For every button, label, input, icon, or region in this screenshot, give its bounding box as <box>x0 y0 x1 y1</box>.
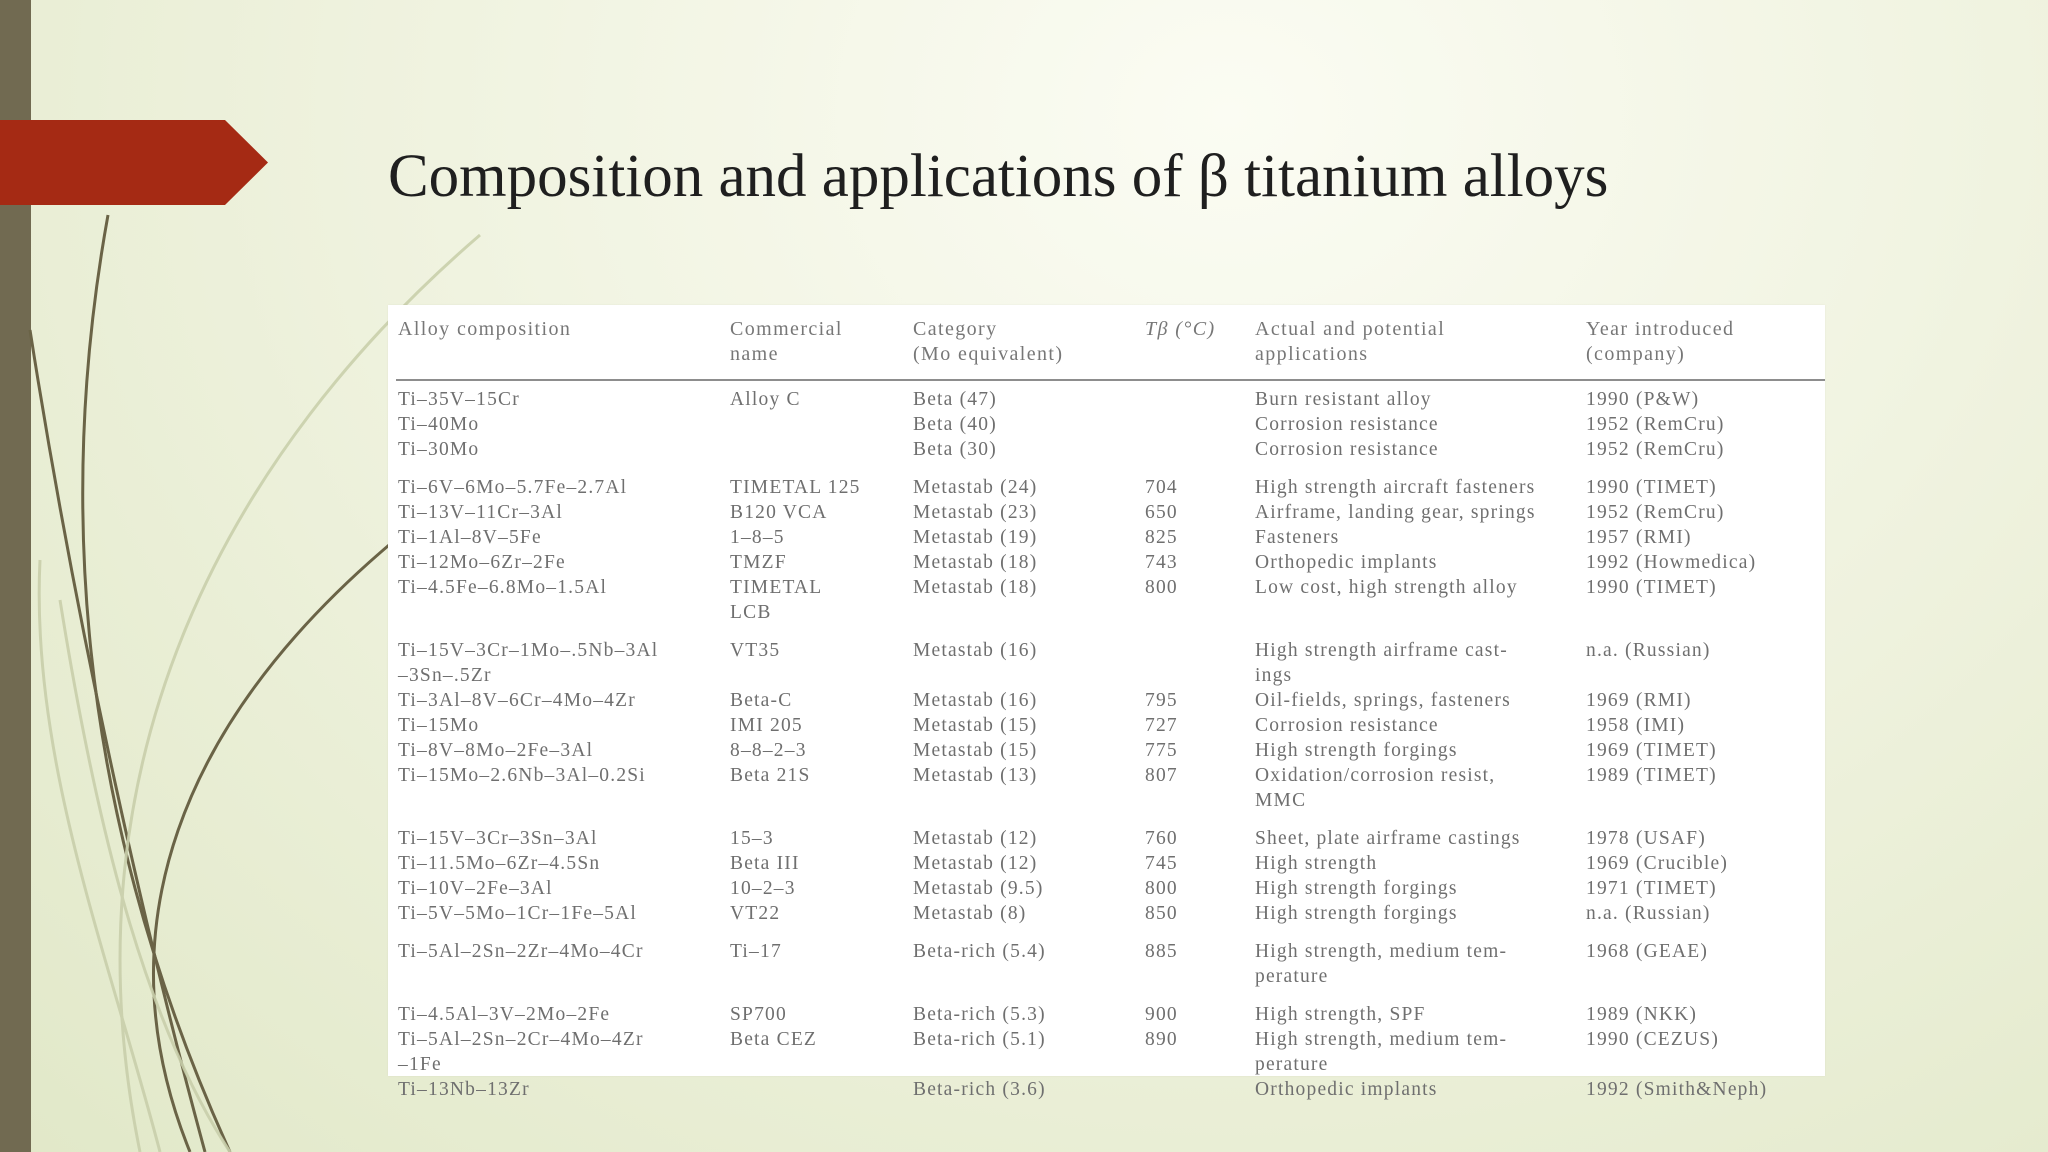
alloy-table <box>388 305 1825 1100</box>
applications-cell: Sheet, plate airframe castings <box>1255 828 1521 849</box>
applications-cell: Orthopedic implants <box>1255 1079 1438 1100</box>
applications-cell: Burn resistant alloy <box>1255 389 1432 410</box>
table-row <box>388 525 1825 550</box>
alloy-composition-cell: Ti–40Mo <box>398 414 480 435</box>
year-introduced-cell: 1952 (RemCru) <box>1586 502 1725 523</box>
applications-cell: High strength, SPF <box>1255 1004 1426 1025</box>
year-introduced-cell: 1989 (TIMET) <box>1586 765 1717 786</box>
year-introduced-cell: 1990 (TIMET) <box>1586 577 1717 598</box>
year-introduced-cell: 1971 (TIMET) <box>1586 878 1717 899</box>
applications-cell: High strength, medium tem- perature <box>1255 941 1508 987</box>
applications-cell: High strength forgings <box>1255 740 1458 761</box>
header-rule <box>396 379 1825 381</box>
alloy-composition-cell: Ti–4.5Al–3V–2Mo–2Fe <box>398 1004 611 1025</box>
applications-cell: Fasteners <box>1255 527 1340 548</box>
table-row <box>388 387 1825 412</box>
table-row <box>388 763 1825 813</box>
alloy-composition-cell: Ti–15V–3Cr–1Mo–.5Nb–3Al –3Sn–.5Zr <box>398 640 659 686</box>
applications-cell: High strength <box>1255 853 1378 874</box>
commercial-name-cell: VT22 <box>730 903 781 924</box>
commercial-name-cell: 10–2–3 <box>730 878 796 899</box>
applications-cell: High strength aircraft fasteners <box>1255 477 1536 498</box>
applications-cell: Corrosion resistance <box>1255 439 1439 460</box>
alloy-composition-cell: Ti–13Nb–13Zr <box>398 1079 530 1100</box>
beta-transus-cell: 704 <box>1145 477 1178 498</box>
applications-cell: High strength forgings <box>1255 878 1458 899</box>
category-cell: Beta (47) <box>913 389 997 410</box>
commercial-name-cell: VT35 <box>730 640 781 661</box>
commercial-name-cell: Alloy C <box>730 389 801 410</box>
commercial-name-cell: SP700 <box>730 1004 787 1025</box>
commercial-name-cell: 15–3 <box>730 828 774 849</box>
year-introduced-cell: 1990 (CEZUS) <box>1586 1029 1720 1050</box>
alloy-composition-cell: Ti–13V–11Cr–3Al <box>398 502 564 523</box>
beta-transus-cell: 850 <box>1145 903 1178 924</box>
commercial-name-cell: Beta III <box>730 853 800 874</box>
beta-transus-cell: 795 <box>1145 690 1178 711</box>
category-cell: Beta (40) <box>913 414 997 435</box>
year-introduced-cell: 1969 (RMI) <box>1586 690 1692 711</box>
beta-transus-cell: 760 <box>1145 828 1178 849</box>
applications-cell: Oil-fields, springs, fasteners <box>1255 690 1511 711</box>
table-row <box>388 826 1825 851</box>
category-cell: Beta (30) <box>913 439 997 460</box>
table-row <box>388 1027 1825 1077</box>
alloy-composition-cell: Ti–5Al–2Sn–2Zr–4Mo–4Cr <box>398 941 644 962</box>
year-introduced-cell: n.a. (Russian) <box>1586 640 1711 661</box>
alloy-composition-cell: Ti–35V–15Cr <box>398 389 520 410</box>
applications-cell: Orthopedic implants <box>1255 552 1438 573</box>
beta-transus-cell: 825 <box>1145 527 1178 548</box>
alloy-composition-cell: Ti–6V–6Mo–5.7Fe–2.7Al <box>398 477 628 498</box>
category-cell: Metastab (23) <box>913 502 1038 523</box>
applications-cell: Low cost, high strength alloy <box>1255 577 1518 598</box>
commercial-name-cell: IMI 205 <box>730 715 803 736</box>
beta-transus-cell: 900 <box>1145 1004 1178 1025</box>
category-cell: Metastab (8) <box>913 903 1027 924</box>
year-introduced-cell: 1990 (P&W) <box>1586 389 1700 410</box>
beta-transus-cell: 800 <box>1145 878 1178 899</box>
applications-cell: Corrosion resistance <box>1255 715 1439 736</box>
commercial-name-cell: TIMETAL 125 <box>730 477 861 498</box>
year-introduced-cell: 1992 (Smith&Neph) <box>1586 1079 1768 1100</box>
year-introduced-cell: 1989 (NKK) <box>1586 1004 1698 1025</box>
table-row <box>388 713 1825 738</box>
year-introduced-cell: 1969 (Crucible) <box>1586 853 1729 874</box>
year-introduced-cell: 1958 (IMI) <box>1586 715 1686 736</box>
alloy-composition-cell: Ti–3Al–8V–6Cr–4Mo–4Zr <box>398 690 636 711</box>
category-cell: Beta-rich (5.4) <box>913 941 1046 962</box>
table-row <box>388 876 1825 901</box>
commercial-name-cell: 8–8–2–3 <box>730 740 807 761</box>
category-cell: Metastab (16) <box>913 690 1038 711</box>
commercial-name-cell: Beta-C <box>730 690 793 711</box>
commercial-name-cell: TMZF <box>730 552 787 573</box>
applications-cell: Oxidation/corrosion resist, MMC <box>1255 765 1496 811</box>
commercial-name-cell: Ti–17 <box>730 941 782 962</box>
slide-title: Composition and applications of β titanium alloys <box>388 143 1609 210</box>
category-cell: Metastab (9.5) <box>913 878 1044 899</box>
table-row <box>388 437 1825 462</box>
table-row <box>388 901 1825 926</box>
alloy-composition-cell: Ti–10V–2Fe–3Al <box>398 878 553 899</box>
alloy-composition-cell: Ti–15Mo–2.6Nb–3Al–0.2Si <box>398 765 646 786</box>
year-introduced-cell: 1969 (TIMET) <box>1586 740 1717 761</box>
year-introduced-cell: 1978 (USAF) <box>1586 828 1706 849</box>
beta-transus-cell: 885 <box>1145 941 1178 962</box>
table-body <box>388 387 1825 1102</box>
category-cell: Beta-rich (3.6) <box>913 1079 1046 1100</box>
category-cell: Metastab (13) <box>913 765 1038 786</box>
beta-transus-cell: 727 <box>1145 715 1178 736</box>
table-row <box>388 738 1825 763</box>
year-introduced-cell: 1952 (RemCru) <box>1586 439 1725 460</box>
table-row <box>388 939 1825 989</box>
category-cell: Metastab (15) <box>913 740 1038 761</box>
table-row <box>388 1002 1825 1027</box>
header-category: Category (Mo equivalent) <box>913 318 1064 365</box>
beta-transus-cell: 650 <box>1145 502 1178 523</box>
table-row <box>388 475 1825 500</box>
alloy-composition-cell: Ti–11.5Mo–6Zr–4.5Sn <box>398 853 601 874</box>
applications-cell: High strength, medium tem- perature <box>1255 1029 1508 1075</box>
beta-transus-cell: 743 <box>1145 552 1178 573</box>
beta-transus-cell: 890 <box>1145 1029 1178 1050</box>
commercial-name-cell: B120 VCA <box>730 502 828 523</box>
category-cell: Beta-rich (5.1) <box>913 1029 1046 1050</box>
table-row <box>388 638 1825 688</box>
table-row <box>388 1077 1825 1102</box>
category-cell: Metastab (16) <box>913 640 1038 661</box>
commercial-name-cell: Beta 21S <box>730 765 811 786</box>
table-row <box>388 575 1825 625</box>
category-cell: Metastab (19) <box>913 527 1038 548</box>
alloy-composition-cell: Ti–8V–8Mo–2Fe–3Al <box>398 740 594 761</box>
table-row <box>388 412 1825 437</box>
commercial-name-cell: TIMETAL LCB <box>730 577 823 623</box>
year-introduced-cell: 1968 (GEAE) <box>1586 941 1709 962</box>
table-row <box>388 550 1825 575</box>
table-row <box>388 851 1825 876</box>
beta-transus-cell: 745 <box>1145 853 1178 874</box>
applications-cell: Corrosion resistance <box>1255 414 1439 435</box>
category-cell: Metastab (24) <box>913 477 1038 498</box>
table-row <box>388 500 1825 525</box>
alloy-composition-cell: Ti–1Al–8V–5Fe <box>398 527 542 548</box>
beta-transus-cell: 775 <box>1145 740 1178 761</box>
alloy-composition-cell: Ti–30Mo <box>398 439 480 460</box>
table-row <box>388 688 1825 713</box>
applications-cell: High strength forgings <box>1255 903 1458 924</box>
alloy-composition-cell: Ti–5Al–2Sn–2Cr–4Mo–4Zr –1Fe <box>398 1029 644 1075</box>
year-introduced-cell: 1952 (RemCru) <box>1586 414 1725 435</box>
slide-accent-arrow <box>0 120 268 205</box>
alloy-composition-cell: Ti–12Mo–6Zr–2Fe <box>398 552 566 573</box>
category-cell: Metastab (15) <box>913 715 1038 736</box>
commercial-name-cell: Beta CEZ <box>730 1029 818 1050</box>
category-cell: Metastab (12) <box>913 828 1038 849</box>
header-applications: Actual and potential applications <box>1255 318 1446 365</box>
year-introduced-cell: n.a. (Russian) <box>1586 903 1711 924</box>
header-commercial-name: Commercial name <box>730 318 843 365</box>
year-introduced-cell: 1990 (TIMET) <box>1586 477 1717 498</box>
category-cell: Metastab (12) <box>913 853 1038 874</box>
commercial-name-cell: 1–8–5 <box>730 527 785 548</box>
applications-cell: Airframe, landing gear, springs <box>1255 502 1536 523</box>
header-year-introduced: Year introduced (company) <box>1586 318 1735 365</box>
alloy-composition-cell: Ti–4.5Fe–6.8Mo–1.5Al <box>398 577 608 598</box>
alloy-composition-cell: Ti–15Mo <box>398 715 480 736</box>
year-introduced-cell: 1992 (Howmedica) <box>1586 552 1757 573</box>
beta-transus-cell: 800 <box>1145 577 1178 598</box>
category-cell: Beta-rich (5.3) <box>913 1004 1046 1025</box>
category-cell: Metastab (18) <box>913 552 1038 573</box>
header-beta-transus: Tβ (°C) <box>1145 318 1216 340</box>
header-alloy-composition: Alloy composition <box>398 318 572 340</box>
beta-transus-cell: 807 <box>1145 765 1178 786</box>
category-cell: Metastab (18) <box>913 577 1038 598</box>
alloy-composition-cell: Ti–15V–3Cr–3Sn–3Al <box>398 828 598 849</box>
alloy-composition-cell: Ti–5V–5Mo–1Cr–1Fe–5Al <box>398 903 638 924</box>
applications-cell: High strength airframe cast- ings <box>1255 640 1508 686</box>
year-introduced-cell: 1957 (RMI) <box>1586 527 1692 548</box>
